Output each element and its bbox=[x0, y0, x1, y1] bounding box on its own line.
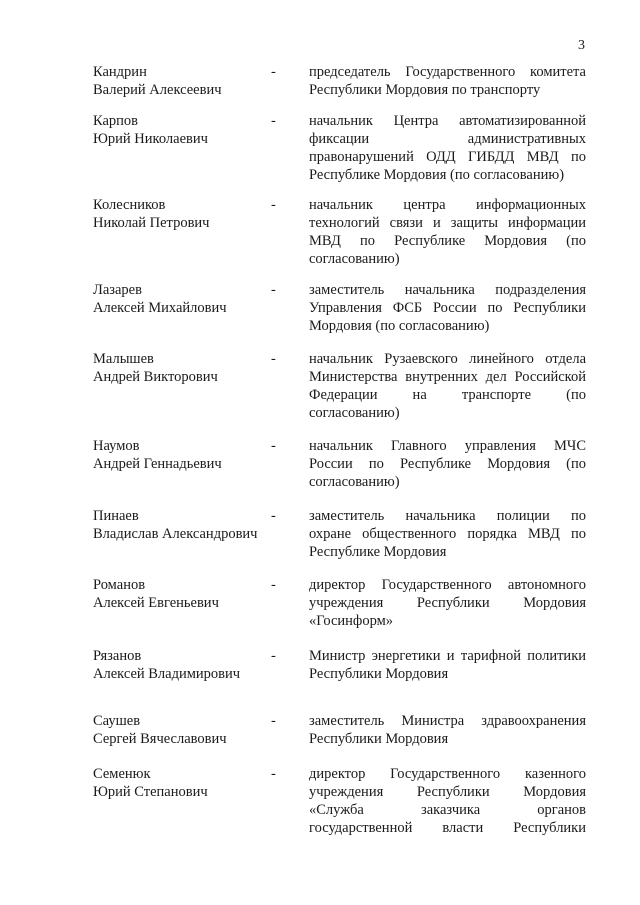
member-surname: Наумов bbox=[93, 438, 140, 454]
role-line: согласованию) bbox=[309, 405, 400, 421]
role-line: Мордовия (по согласованию) bbox=[309, 318, 490, 334]
member-given-names: Николай Петрович bbox=[93, 215, 210, 231]
member-name bbox=[93, 576, 273, 612]
role-line: «Госинформ» bbox=[309, 613, 394, 629]
member-surname: Лазарев bbox=[93, 282, 142, 298]
member-given-names: Валерий Алексеевич bbox=[93, 82, 222, 98]
role-line: государственной власти Республики bbox=[309, 820, 586, 836]
role-line: согласованию) bbox=[309, 474, 400, 490]
role-line: фиксации административных bbox=[309, 131, 586, 147]
role-line: Управления ФСБ России по Республики bbox=[309, 300, 586, 316]
member-role bbox=[309, 765, 586, 837]
member-role bbox=[309, 63, 586, 99]
member-surname: Семенюк bbox=[93, 766, 151, 782]
role-line: директор Государственного автономного bbox=[309, 577, 586, 593]
role-line: технологий связи и защиты информации bbox=[309, 215, 586, 231]
member-name bbox=[93, 196, 273, 232]
member-surname: Романов bbox=[93, 577, 146, 593]
member-given-names: Юрий Степанович bbox=[93, 784, 208, 800]
role-line: начальник Центра автоматизированной bbox=[309, 113, 586, 129]
separator-dash: - bbox=[271, 577, 276, 593]
member-surname: Рязанов bbox=[93, 648, 142, 664]
member-name bbox=[93, 712, 273, 748]
separator-dash: - bbox=[271, 648, 276, 664]
member-role bbox=[309, 437, 586, 491]
role-line: учреждения Республики Мордовия bbox=[309, 784, 586, 800]
member-surname: Саушев bbox=[93, 713, 141, 729]
role-line: начальник Рузаевского линейного отдела bbox=[309, 351, 586, 367]
role-line: Министерства внутренних дел Российской bbox=[309, 369, 586, 385]
member-given-names: Владислав Александрович bbox=[93, 526, 258, 542]
member-given-names: Андрей Викторович bbox=[93, 369, 218, 385]
member-surname: Малышев bbox=[93, 351, 154, 367]
separator-dash: - bbox=[271, 113, 276, 129]
role-line: начальник центра информационных bbox=[309, 197, 586, 213]
member-surname: Карпов bbox=[93, 113, 139, 129]
member-role bbox=[309, 576, 586, 630]
role-line: России по Республике Мордовия (по bbox=[309, 456, 586, 472]
member-role bbox=[309, 350, 586, 422]
separator-dash: - bbox=[271, 766, 276, 782]
role-line: «Служба заказчика органов bbox=[309, 802, 586, 818]
role-line: учреждения Республики Мордовия bbox=[309, 595, 586, 611]
member-surname: Кандрин bbox=[93, 64, 147, 80]
member-role bbox=[309, 112, 586, 184]
role-line: Республики Мордовия bbox=[309, 666, 449, 682]
role-line: Республики Мордовия bbox=[309, 731, 449, 747]
member-given-names: Сергей Вячеславович bbox=[93, 731, 227, 747]
page-number: 3 bbox=[578, 38, 585, 53]
separator-dash: - bbox=[271, 64, 276, 80]
role-line: Министр энергетики и тарифной политики bbox=[309, 648, 586, 664]
separator-dash: - bbox=[271, 438, 276, 454]
member-surname: Пинаев bbox=[93, 508, 139, 524]
member-name bbox=[93, 765, 273, 801]
role-line: Федерации на транспорте (по bbox=[309, 387, 586, 403]
member-name bbox=[93, 647, 273, 683]
role-line: заместитель начальника полиции по bbox=[309, 508, 586, 524]
member-given-names: Алексей Владимирович bbox=[93, 666, 241, 682]
member-surname: Колесников bbox=[93, 197, 166, 213]
member-name bbox=[93, 437, 273, 473]
member-given-names: Юрий Николаевич bbox=[93, 131, 208, 147]
role-line: МВД по Республике Мордовия (по bbox=[309, 233, 586, 249]
member-name bbox=[93, 63, 273, 99]
separator-dash: - bbox=[271, 713, 276, 729]
member-role bbox=[309, 507, 586, 561]
separator-dash: - bbox=[271, 351, 276, 367]
separator-dash: - bbox=[271, 508, 276, 524]
role-line: правонарушений ОДД ГИБДД МВД по bbox=[309, 149, 586, 165]
member-name bbox=[93, 507, 273, 543]
member-given-names: Алексей Евгеньевич bbox=[93, 595, 219, 611]
role-line: Республике Мордовия (по согласованию) bbox=[309, 167, 565, 183]
role-line: директор Государственного казенного bbox=[309, 766, 586, 782]
role-line: Республике Мордовия bbox=[309, 544, 447, 560]
role-line: председатель Государственного комитета bbox=[309, 64, 586, 80]
role-line: начальник Главного управления МЧС bbox=[309, 438, 586, 454]
role-line: заместитель начальника подразделения bbox=[309, 282, 586, 298]
member-role bbox=[309, 281, 586, 335]
member-given-names: Алексей Михайлович bbox=[93, 300, 227, 316]
member-name bbox=[93, 112, 273, 148]
member-role bbox=[309, 196, 586, 268]
member-role bbox=[309, 647, 586, 683]
role-line: охране общественного порядка МВД по bbox=[309, 526, 586, 542]
separator-dash: - bbox=[271, 282, 276, 298]
role-line: согласованию) bbox=[309, 251, 400, 267]
member-given-names: Андрей Геннадьевич bbox=[93, 456, 222, 472]
role-line: заместитель Министра здравоохранения bbox=[309, 713, 586, 729]
member-name bbox=[93, 350, 273, 386]
member-role bbox=[309, 712, 586, 748]
member-name bbox=[93, 281, 273, 317]
role-line: Республики Мордовия по транспорту bbox=[309, 82, 541, 98]
separator-dash: - bbox=[271, 197, 276, 213]
